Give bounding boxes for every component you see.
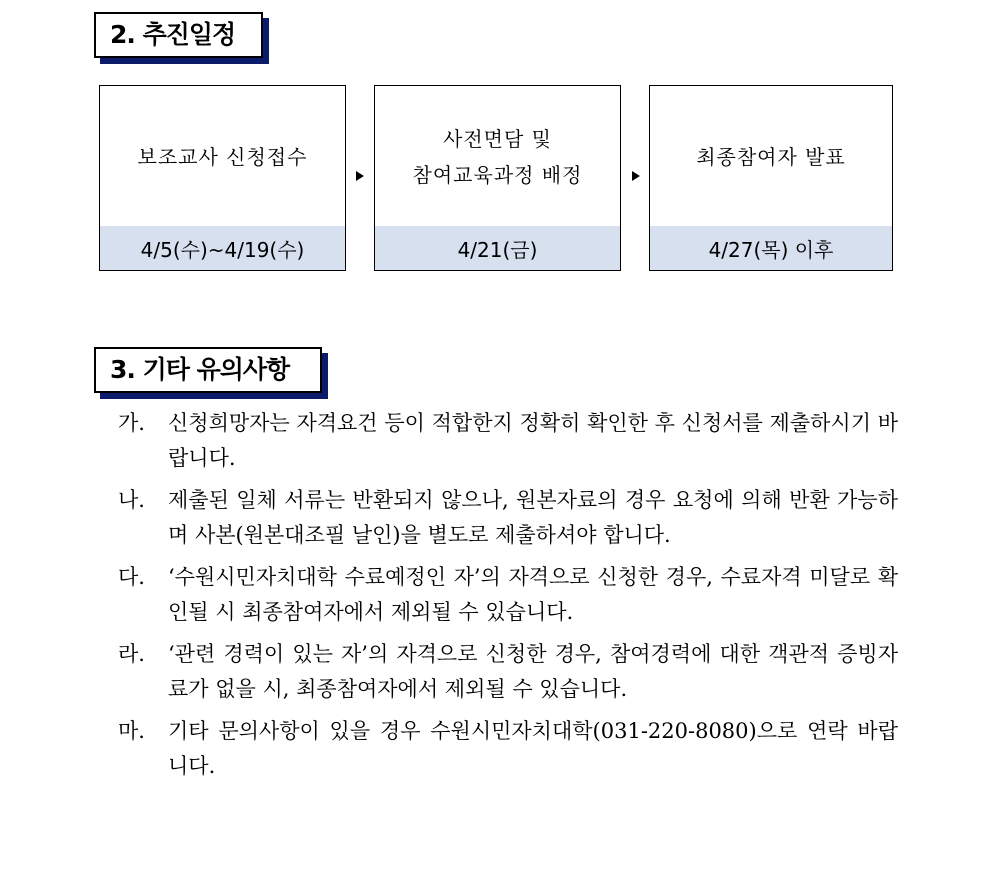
step-title-line: 참여교육과정 배정 [412, 162, 583, 187]
note-text: 기타 문의사항이 있을 경우 수원시민자치대학(031-220-8080)으로 연락 바랍니다. [168, 719, 898, 778]
schedule-step-application [99, 85, 346, 271]
list-marker: 마. [118, 719, 145, 743]
step-date: 4/21(금) [375, 226, 620, 270]
arrow-right-icon [356, 171, 364, 181]
note-text: 제출된 일체 서류는 반환되지 않으나, 원본자료의 경우 요청에 의해 반환 가능하며 사본(원본대조필 날인)을 별도로 제출하셔야 합니다. [168, 488, 898, 547]
arrow-right-icon [632, 171, 640, 181]
section-3-heading: 3. 기타 유의사항 [94, 347, 322, 393]
note-text: ‘수원시민자치대학 수료예정인 자’의 자격으로 신청한 경우, 수료자격 미달로 확인될 시 최종참여자에서 제외될 수 있습니다. [168, 565, 898, 624]
step-title [100, 86, 345, 228]
step-date: 4/5(수)~4/19(수) [100, 226, 345, 270]
list-item [118, 637, 898, 707]
list-item [118, 483, 898, 553]
list-marker: 가. [118, 411, 145, 435]
list-item [118, 406, 898, 476]
section-2-heading: 2. 추진일정 [94, 12, 263, 58]
step-date: 4/27(목) 이후 [650, 226, 892, 270]
note-text: ‘관련 경력이 있는 자’의 자격으로 신청한 경우, 참여경력에 대한 객관적 증빙자료가 없을 시, 최종참여자에서 제외될 수 있습니다. [168, 642, 898, 701]
schedule-step-announcement [649, 85, 893, 271]
step-title-line: 사전면담 및 [443, 126, 552, 151]
notes-list [118, 406, 898, 791]
step-title [375, 86, 620, 228]
list-item [118, 714, 898, 784]
schedule-step-interview [374, 85, 621, 271]
list-marker: 나. [118, 488, 145, 512]
note-text: 신청희망자는 자격요건 등이 적합한지 정확히 확인한 후 신청서를 제출하시기 바랍니다. [168, 411, 898, 470]
list-marker: 라. [118, 642, 145, 666]
step-title [650, 86, 892, 228]
list-marker: 다. [118, 565, 145, 589]
step-title-line: 보조교사 신청접수 [137, 144, 308, 169]
list-item [118, 560, 898, 630]
step-title-line: 최종참여자 발표 [696, 144, 846, 169]
